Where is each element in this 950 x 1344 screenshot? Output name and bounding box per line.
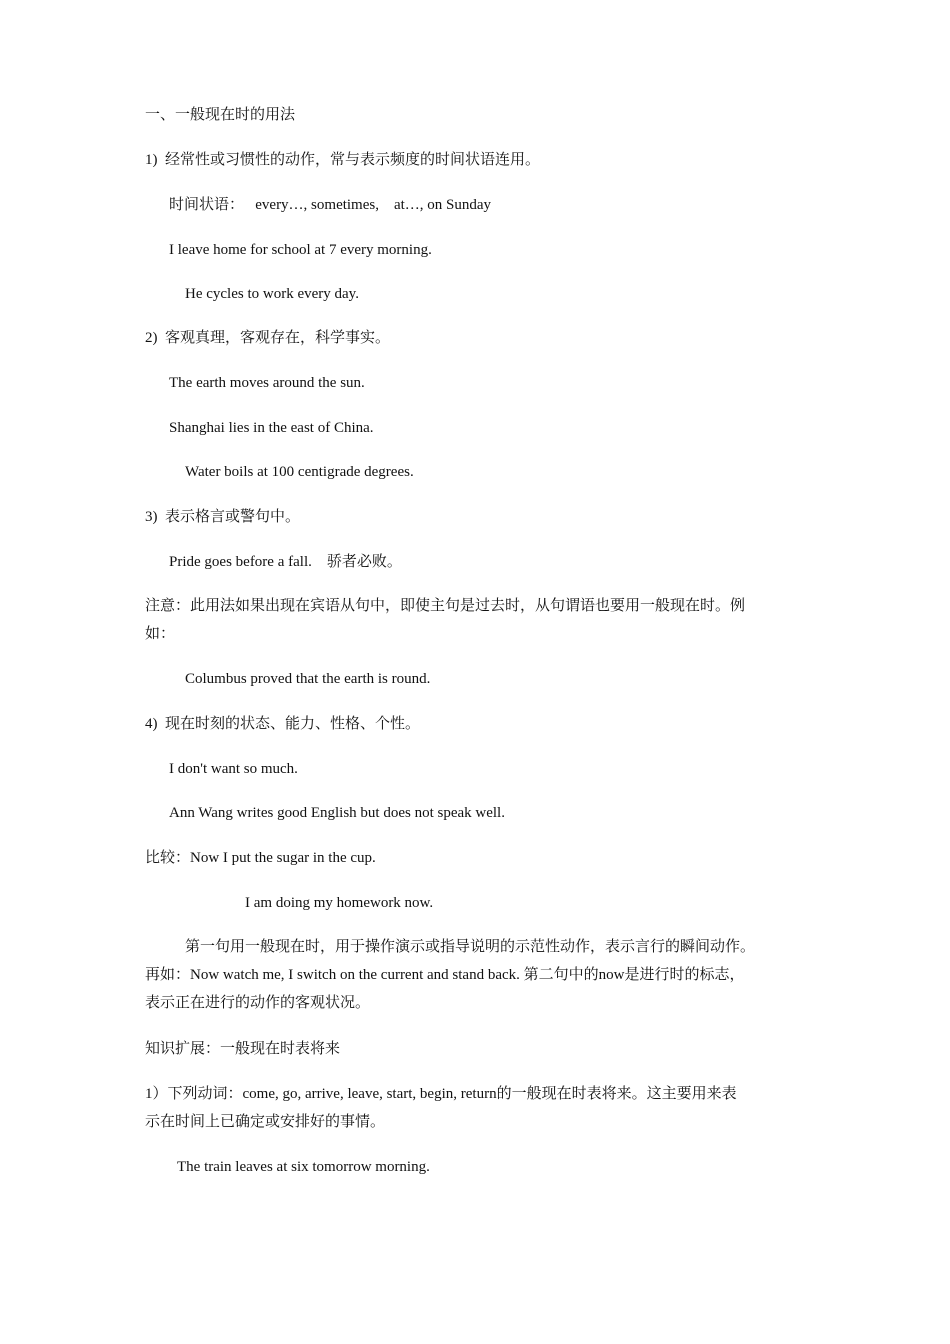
time-adverbial-note: 时间状语： every…, sometimes, at…, on Sunday [169,197,492,213]
usage-1-heading: 1) 经常性或习惯性的动作，常与表示频度的时间状语连用。 [145,152,540,168]
explanation-paragraph-cont: 再如：Now watch me, I switch on the current and stand back. 第二句中的now是进行时的标志， [145,967,745,983]
usage-2-heading: 2) 客观真理，客观存在，科学事实。 [145,330,390,346]
note-paragraph: 注意：此用法如果出现在宾语从句中，即使主句是过去时，从句谓语也要用一般现在时。例 [145,598,746,614]
explanation-paragraph: 第一句用一般现在时，用于操作演示或指导说明的示范性动作，表示言行的瞬间动作。 [185,939,756,955]
example-sentence: He cycles to work every day. [185,286,359,302]
example-sentence: The train leaves at six tomorrow morning. [177,1159,430,1175]
extension-heading: 知识扩展：一般现在时表将来 [145,1041,341,1057]
comparison-line: 比较：Now I put the sugar in the cup. [145,850,376,866]
explanation-paragraph-cont: 表示正在进行的动作的客观状况。 [145,995,371,1011]
example-sentence: I don't want so much. [169,761,298,777]
example-sentence: I leave home for school at 7 every morning. [169,242,432,258]
extension-paragraph: 1）下列动词：come, go, arrive, leave, start, begin, return的一般现在时表将来。这主要用来表 [145,1086,737,1102]
example-sentence: Pride goes before a fall. 骄者必败。 [169,554,402,570]
example-sentence: Columbus proved that the earth is round. [185,671,431,687]
usage-4-heading: 4) 现在时刻的状态、能力、性格、个性。 [145,716,420,732]
note-paragraph-cont: 如： [145,626,176,642]
example-sentence: The earth moves around the sun. [169,375,365,391]
example-sentence: Water boils at 100 centigrade degrees. [185,464,414,480]
section-heading: 一、一般现在时的用法 [145,107,296,123]
example-sentence: Ann Wang writes good English but does not speak well. [169,805,505,821]
example-sentence: Shanghai lies in the east of China. [169,420,374,436]
usage-3-heading: 3) 表示格言或警句中。 [145,509,300,525]
extension-paragraph-cont: 示在时间上已确定或安排好的事情。 [145,1114,386,1130]
comparison-line: I am doing my homework now. [245,895,434,911]
